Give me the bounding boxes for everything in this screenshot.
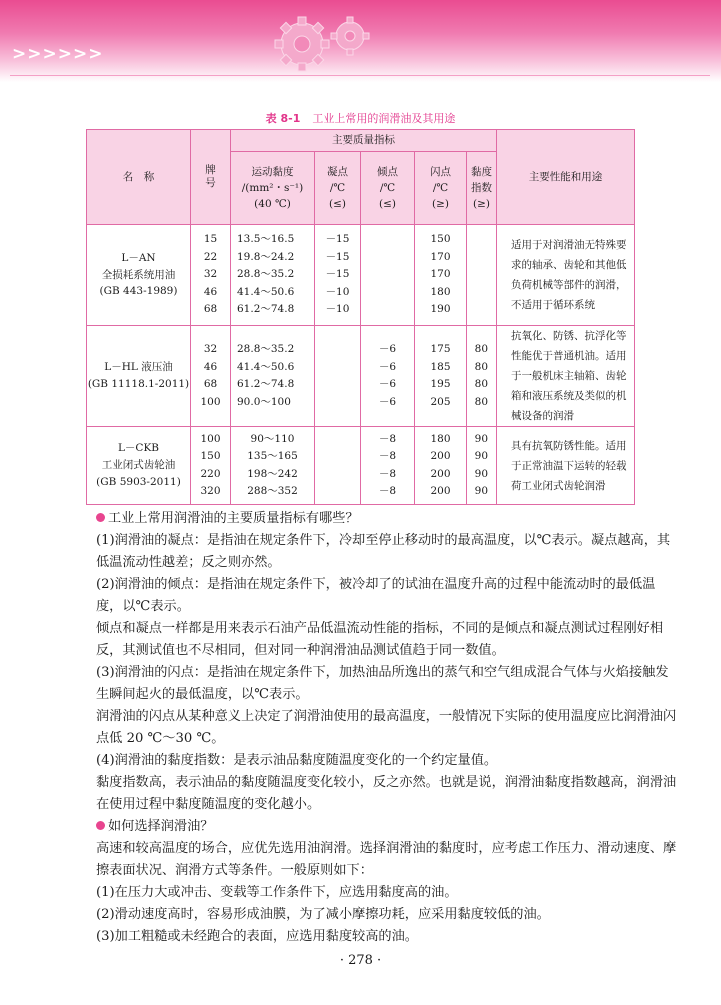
col-vi-header: 黏度 指数 (≥) [467, 152, 497, 225]
col-condensation-header: 凝点 /℃ (≤) [315, 152, 361, 225]
flash-list: 150 170 170 180 190 [415, 225, 467, 326]
question-heading: 工业上常用润滑油的主要质量指标有哪些？ [96, 508, 680, 530]
col-use-header: 主要性能和用途 [497, 130, 635, 225]
condensation-list [315, 326, 361, 427]
body-text [96, 508, 680, 948]
paragraph: (1)润滑油的凝点：是指油在规定条件下，冷却至停止移动时的最高温度，以℃表示。凝点越高，其低温流动性越差；反之则亦然。 [96, 533, 671, 570]
grade-list: 32 46 68 100 [191, 326, 231, 427]
paragraph: 润滑油的闪点从某种意义上决定了润滑油使用的最高温度，一般情况下实际的使用温度应比润滑油闪点低 20 ℃～30 ℃。 [96, 709, 677, 746]
flash-list: 180 200 200 200 [415, 427, 467, 505]
col-flash-header: 闪点 /℃ (≥) [415, 152, 467, 225]
paragraph: (3)加工粗糙或未经跑合的表面，应选用黏度较高的油。 [96, 929, 418, 944]
paragraph: (1)在压力大或冲击、变载等工作条件下，应选用黏度高的油。 [96, 885, 458, 900]
oil-name: L－CKB 工业闭式齿轮油 (GB 5903-2011) [87, 427, 191, 505]
condensation-list [315, 427, 361, 505]
question-heading: 如何选择润滑油？ [96, 816, 680, 838]
col-name-header: 名 称 [87, 130, 191, 225]
paragraph: 高速和较高温度的场合，应优先选用油润滑。选择润滑油的黏度时，应考虑工作压力、滑动速度、摩擦表面状况、润滑方式等条件。一般原则如下： [96, 841, 677, 878]
oil-name: L－HL 液压油 (GB 11118.1-2011) [87, 326, 191, 427]
table-title: 工业上常用的润滑油及其用途 [312, 112, 456, 125]
viscosity-list: 13.5～16.5 19.8～24.2 28.8～35.2 41.4～50.6 61.2～74.8 [231, 225, 315, 326]
paragraph: (4)润滑油的黏度指数：是表示油品黏度随温度变化的一个约定量值。 [96, 753, 498, 768]
gears-icon [268, 10, 388, 74]
paragraph: (2)润滑油的倾点：是指油在规定条件下，被冷却了的试油在温度升高的过程中能流动时的最低温度，以℃表示。 [96, 577, 656, 614]
col-pour-header: 倾点 /℃ (≤) [361, 152, 415, 225]
vi-list: 80 80 80 80 [467, 326, 497, 427]
usage-text: 抗氧化、防锈、抗浮化等性能优于普通机油。适用于一般机床主轴箱、齿轮箱和液压系统及类似的机械设备的润滑 [497, 326, 635, 427]
paragraph: (2)滑动速度高时，容易形成油膜，为了减小摩擦功耗，应采用黏度较低的油。 [96, 907, 550, 922]
table-row [87, 427, 635, 505]
grade-list: 100 150 220 320 [191, 427, 231, 505]
col-viscosity-header: 运动黏度 /(mm²・s⁻¹) (40 ℃) [231, 152, 315, 225]
paragraph: 倾点和凝点一样都是用来表示石油产品低温流动性能的指标，不同的是倾点和凝点测试过程刚好相反，其测试值也不尽相同，但对同一种润滑油品测试值趋于同一数值。 [96, 621, 664, 658]
paragraph: 黏度指数高，表示油品的黏度随温度变化较小，反之亦然。也就是说，润滑油黏度指数越高，润滑油在使用过程中黏度随温度的变化越小。 [96, 775, 677, 812]
pour-list: －8 －8 －8 －8 [361, 427, 415, 505]
table-row [87, 225, 635, 326]
usage-text: 适用于对润滑油无特殊要求的轴承、齿轮和其他低负荷机械等部件的润滑，不适用于循环系统 [497, 225, 635, 326]
grade-list: 15 22 32 46 68 [191, 225, 231, 326]
table-number: 表 8-1 [265, 112, 301, 125]
oil-name: L－AN 全损耗系统用油 (GB 443-1989) [87, 225, 191, 326]
condensation-list: －15 －15 －15 －10 －10 [315, 225, 361, 326]
vi-list [467, 225, 497, 326]
table-row [87, 326, 635, 427]
bullet-icon [96, 821, 105, 830]
table-caption [0, 110, 721, 126]
header-row [87, 130, 635, 152]
paragraph: (3)润滑油的闪点：是指油在规定条件下，加热油品所逸出的蒸气和空气组成混合气体与火焰接触发生瞬间起火的最低温度，以℃表示。 [96, 665, 669, 702]
vi-list: 90 90 90 90 [467, 427, 497, 505]
pour-list: －6 －6 －6 －6 [361, 326, 415, 427]
page-header [0, 0, 721, 82]
bullet-icon [96, 513, 105, 522]
quality-index-header: 主要质量指标 [231, 130, 497, 152]
page-number: · 278 · [339, 953, 382, 968]
usage-text: 具有抗氧防锈性能。适用于正常油温下运转的轻载荷工业闭式齿轮润滑 [497, 427, 635, 505]
header-chevrons: >>>>>> [12, 44, 104, 64]
viscosity-list: 28.8～35.2 41.4～50.6 61.2～74.8 90.0～100 [231, 326, 315, 427]
lubricant-table [86, 129, 635, 505]
header-rule [10, 75, 710, 76]
pour-list [361, 225, 415, 326]
col-grade-header: 牌号 [191, 130, 231, 225]
flash-list: 175 185 195 205 [415, 326, 467, 427]
viscosity-list: 90～110 135～165 198～242 288～352 [231, 427, 315, 505]
